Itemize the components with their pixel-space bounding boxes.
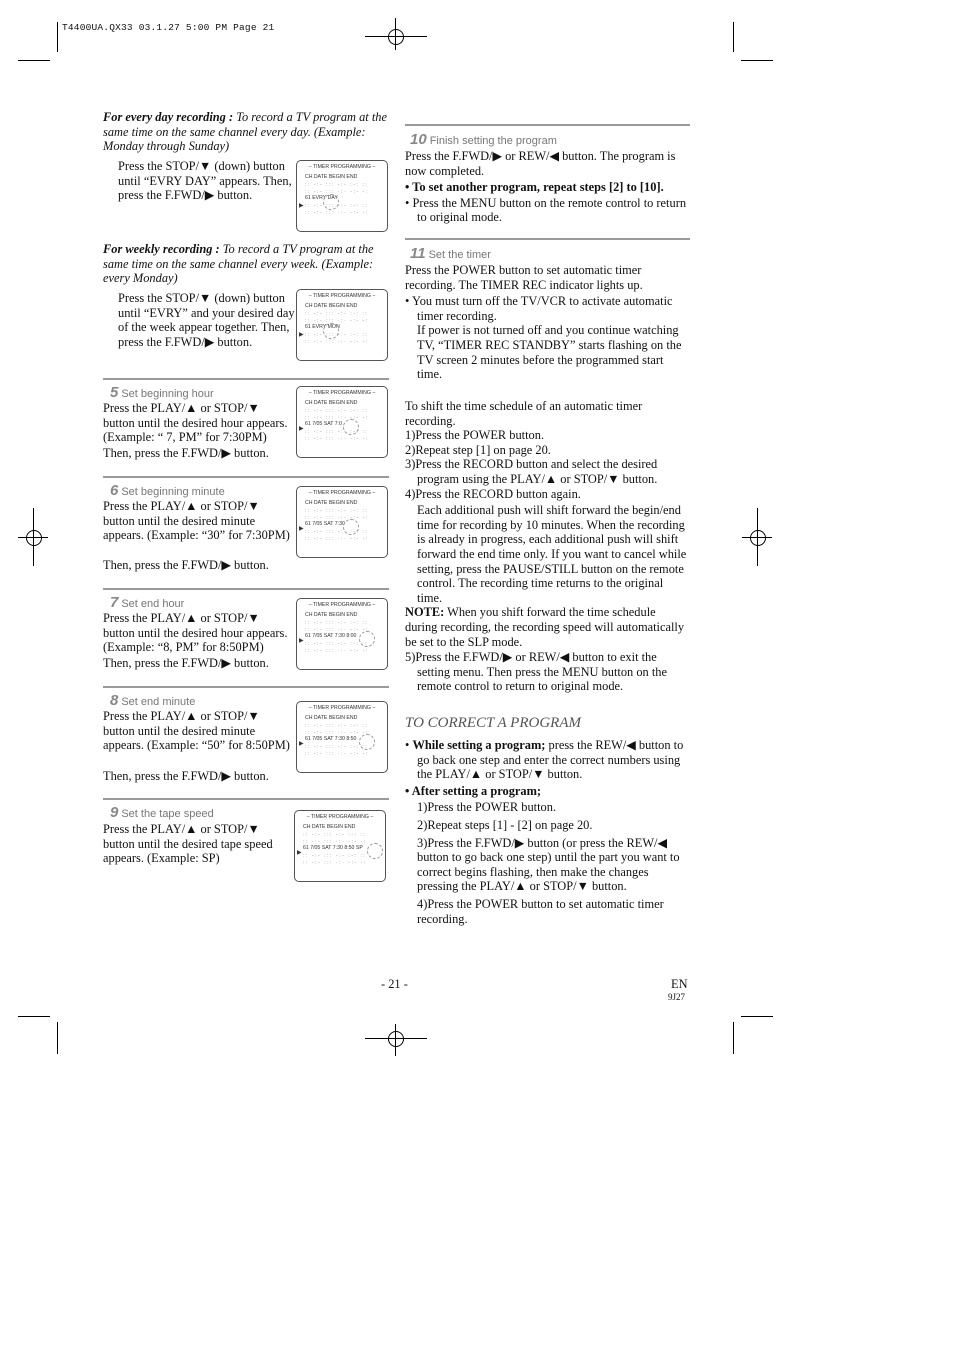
screen-weekly: – TIMER PROGRAMMING – CH DATE BEGIN END :: -:- ::: -:- :-: :: :: -:- ::: ·:· -:- -: 61 EVRY MON :: -:- ::: -:- :-: :: :: -:- ::: ·:· -:- -: ▶ bbox=[296, 289, 388, 361]
screen-header: CH DATE BEGIN END bbox=[305, 303, 358, 309]
note-text: When you shift forward the time schedule during recording, the recording speed will automatically be set to the SLP mode. bbox=[405, 605, 685, 649]
section-heading: TO CORRECT A PROGRAM bbox=[405, 715, 581, 731]
while-setting-label: While setting a program; bbox=[412, 738, 546, 752]
screen-title: – TIMER PROGRAMMING – bbox=[308, 705, 376, 711]
screen-title: – TIMER PROGRAMMING – bbox=[308, 602, 376, 608]
screen-title: – TIMER PROGRAMMING – bbox=[308, 164, 376, 170]
step-10-body: Press the F.FWD/▶ or REW/◀ button. The program is now completed. • To set another program, repeat steps [2] to [10]. • Press the MENU button on the remote control to return to original mode. bbox=[405, 149, 691, 225]
step-9-text: Press the PLAY/▲ or STOP/▼ button until the desired tape speed appears. (Example: SP) bbox=[103, 822, 273, 866]
step-6-then: Then, press the F.FWD/▶ button. bbox=[103, 558, 269, 572]
step-divider bbox=[405, 124, 690, 126]
step-label: Set beginning minute bbox=[121, 486, 225, 498]
language-tag: EN bbox=[671, 977, 688, 991]
flash-indicator-icon bbox=[367, 843, 383, 859]
step-9-title bbox=[110, 804, 214, 821]
step-label: Set the timer bbox=[428, 249, 491, 261]
weekly-section bbox=[103, 242, 389, 286]
step-11-note: If power is not turned off and you continue watching TV, “TIMER REC STANDBY” starts flashing on the TV screen 2 minutes before the programmed start time. bbox=[417, 323, 682, 382]
screen-step-8: – TIMER PROGRAMMING – CH DATE BEGIN END :: -:- ::: -:- :-: :: :: -:- ::: ·:· -:- -: 61 7/05 SAT 7:30 8:50 :: -:- ::: -:- :-: :: :: -:- ::: ·:· -:- -: ▶ bbox=[296, 701, 388, 773]
step-label: Set end minute bbox=[121, 696, 196, 708]
everyday-desc: To record a TV program at the same time on the same channel every day. (Example: Monday through Sunday) bbox=[103, 110, 387, 154]
screen-row: 61 7/05 SAT 7:0 bbox=[305, 421, 343, 427]
screen-row: 61 EVRY DAY bbox=[305, 195, 338, 201]
screen-header: CH DATE BEGIN END bbox=[305, 715, 358, 721]
screen-header: CH DATE BEGIN END bbox=[305, 174, 358, 180]
step-label: Set beginning hour bbox=[121, 388, 214, 400]
step-divider bbox=[405, 238, 690, 240]
step-10-title bbox=[410, 131, 557, 148]
screen-step-6: – TIMER PROGRAMMING – CH DATE BEGIN END :: -:- ::: -:- :-: :: :: -:- ::: ·:· -:- -: 61 7/05 SAT 7:30 :: -:- ::: -:- :-: :: :: -:- ::: ·:· -:- -: ▶ bbox=[296, 486, 388, 558]
screen-title: – TIMER PROGRAMMING – bbox=[306, 814, 374, 820]
screen-step-9: – TIMER PROGRAMMING – CH DATE BEGIN END :: -:- ::: -:- :-: :: :: -:- ::: ·:· -:- -: 61 7/05 SAT 7:30 8:50 SP :: -:- ::: -:- :-: :: :: -:- ::: ·:· -:- -: ▶ bbox=[294, 810, 386, 882]
step-number: 11 bbox=[410, 245, 426, 262]
shift-step-1: 1)Press the POWER button. bbox=[405, 428, 545, 443]
step-10-text: Press the F.FWD/▶ or REW/◀ button. The program is now completed. bbox=[405, 149, 676, 178]
step-6-text: Press the PLAY/▲ or STOP/▼ button until the desired minute appears. (Example: “30” for 7:30PM) bbox=[103, 499, 290, 543]
step-divider bbox=[103, 588, 389, 590]
step-divider bbox=[103, 476, 389, 478]
cursor-arrow-icon: ▶ bbox=[299, 526, 304, 532]
cursor-arrow-icon: ▶ bbox=[299, 638, 304, 644]
screen-row: 61 7/05 SAT 7:30 bbox=[305, 521, 345, 527]
step-label: Set end hour bbox=[121, 598, 185, 610]
after-setting-label: After setting a program; bbox=[411, 783, 542, 798]
weekly-text: Press the STOP/▼ (down) button until “EVRY” and your desired day of the week appear together. Then, press the F.FWD/▶ button. bbox=[118, 291, 295, 349]
step-7-text: Press the PLAY/▲ or STOP/▼ button until the desired hour appears. (Example: “8, PM” for 8:50PM) bbox=[103, 611, 288, 655]
flash-indicator-icon bbox=[359, 734, 375, 750]
step-8-text: Press the PLAY/▲ or STOP/▼ button until the desired minute appears. (Example: “50” for 8:50PM) bbox=[103, 709, 290, 753]
everyday-title: For every day recording : bbox=[103, 110, 234, 124]
shift-step-2: 2)Repeat step [1] on page 20. bbox=[405, 442, 551, 457]
flash-indicator-icon bbox=[343, 519, 359, 535]
screen-title: – TIMER PROGRAMMING – bbox=[308, 293, 376, 299]
step-divider bbox=[103, 686, 389, 688]
screen-title: – TIMER PROGRAMMING – bbox=[308, 490, 376, 496]
step-11-title bbox=[410, 245, 491, 262]
step-divider bbox=[103, 378, 389, 380]
screen-header: CH DATE BEGIN END bbox=[305, 500, 358, 506]
cursor-arrow-icon: ▶ bbox=[299, 203, 304, 209]
page-number: - 21 - bbox=[381, 977, 408, 991]
step-8-title bbox=[110, 692, 195, 709]
step-label: Finish setting the program bbox=[429, 135, 557, 147]
correct-step-2: 2)Repeat steps [1] - [2] on page 20. bbox=[417, 817, 593, 832]
note-label: NOTE: bbox=[405, 605, 445, 620]
shift-step-4: 4)Press the RECORD button again. bbox=[405, 486, 581, 501]
screen-header: CH DATE BEGIN END bbox=[305, 612, 358, 618]
screen-row: 61 7/05 SAT 7:30 8:50 bbox=[305, 736, 357, 742]
screen-step-5: – TIMER PROGRAMMING – CH DATE BEGIN END :: -:- ::: -:- :-: :: :: -:- ::: ·:· -:- -: 61 7/05 SAT 7:0 :: -:- ::: -:- :-: :: :: -:- ::: ·:· -:- -: ▶ bbox=[296, 386, 388, 458]
step-10-bullet-2: Press the MENU button on the remote control to return to original mode. bbox=[412, 195, 687, 225]
step-5-text: Press the PLAY/▲ or STOP/▼ button until the desired hour appears. (Example: “ 7, PM” for 7:30PM) bbox=[103, 401, 288, 445]
weekly-title: For weekly recording : bbox=[103, 242, 220, 256]
shift-step-5: 5)Press the F.FWD/▶ or REW/◀ button to exit the setting menu. Then press the MENU button on the remote control to return to original mode. bbox=[405, 650, 667, 694]
everyday-text: Press the STOP/▼ (down) button until “EVRY DAY” appears. Then, press the F.FWD/▶ button. bbox=[118, 159, 292, 203]
step-number: 10 bbox=[410, 131, 427, 148]
step-number: 5 bbox=[110, 384, 119, 401]
flash-indicator-icon bbox=[323, 194, 339, 210]
step-8-then: Then, press the F.FWD/▶ button. bbox=[103, 769, 269, 783]
step-7-then: Then, press the F.FWD/▶ button. bbox=[103, 656, 269, 670]
screen-step-7: – TIMER PROGRAMMING – CH DATE BEGIN END :: -:- ::: -:- :-: :: :: -:- ::: ·:· -:- -: 61 7/05 SAT 7:30 8:00 :: -:- ::: -:- :-: :: :: -:- ::: ·:· -:- -: ▶ bbox=[296, 598, 388, 670]
step-7-title bbox=[110, 594, 184, 611]
step-6-title bbox=[110, 482, 225, 499]
step-10-bullet-1: To set another program, repeat steps [2] to [10]. bbox=[412, 180, 664, 195]
cursor-arrow-icon: ▶ bbox=[299, 332, 304, 338]
step-label: Set the tape speed bbox=[121, 808, 214, 820]
flash-indicator-icon bbox=[359, 631, 375, 647]
step-number: 8 bbox=[110, 692, 119, 709]
screen-row: 61 7/05 SAT 7:30 8:50 SP bbox=[303, 845, 363, 851]
step-11-bullet-1: You must turn off the TV/VCR to activate automatic timer recording. bbox=[411, 294, 673, 323]
flash-indicator-icon bbox=[343, 419, 359, 435]
correct-step-1: 1)Press the POWER button. bbox=[417, 800, 557, 815]
shift-section bbox=[405, 399, 691, 694]
screen-header: CH DATE BEGIN END bbox=[303, 824, 356, 830]
correct-step-4: 4)Press the POWER button to set automatic timer recording. bbox=[417, 896, 664, 926]
correct-section: • While setting a program; press the REW/◀ button to go back one step and enter the correct numbers using the PLAY/▲ or STOP/▼ button. • After setting a program; 1)Press the POWER button. 2)Repeat steps [1] - [2] on page 20. 3)Press the F.FWD/▶ button (or press the REW/◀ button to go back one step) until the part you want to correct begins flashing, then make the changes pressing the PLAY/▲ or STOP/▼ button. 4)Press the POWER button to set automatic timer recording. bbox=[405, 738, 691, 926]
screen-title: – TIMER PROGRAMMING – bbox=[308, 390, 376, 396]
step-5-title bbox=[110, 384, 214, 401]
correct-step-3: 3)Press the F.FWD/▶ button (or press the REW/◀ button to go back one step) until the part you want to correct begins flashing, then make the changes pressing the PLAY/▲ or STOP/▼ button. bbox=[417, 835, 680, 894]
step-number: 6 bbox=[110, 482, 119, 499]
shift-step-3: 3)Press the RECORD button and select the desired program using the PLAY/▲ or STOP/▼ button. bbox=[405, 457, 658, 486]
screen-everyday: – TIMER PROGRAMMING – CH DATE BEGIN END :: -:- ::: -:- :-: :: :: -:- ::: ·:· -:- -: 61 EVRY DAY :: -:- ::: -:- :-: :: :: -:- ::: ·:· -:- -: ▶ bbox=[296, 160, 388, 232]
step-number: 9 bbox=[110, 804, 119, 821]
shift-step-4-note: Each additional push will shift forward the begin/end time for recording by 10 minutes. When the recording is already in progress, each additional push will shift forward the end time only. If you want to cancel while setting, press the PAUSE/STILL button on the remote control. The recording time returns to the original time. bbox=[417, 503, 687, 605]
file-slug: T4400UA.QX33 03.1.27 5:00 PM Page 21 bbox=[62, 22, 275, 33]
weekly-desc: To record a TV program at the same time on the same channel every week. (Example: every Monday) bbox=[103, 242, 374, 286]
screen-row: 61 7/05 SAT 7:30 8:00 bbox=[305, 633, 357, 639]
while-setting-text: press the REW/◀ button to go back one step and enter the correct numbers using the PLAY/▲ or STOP/▼ button. bbox=[417, 738, 684, 782]
step-divider bbox=[103, 798, 389, 800]
screen-row: 61 EVRY MON bbox=[305, 324, 340, 330]
cursor-arrow-icon: ▶ bbox=[299, 741, 304, 747]
step-5-then: Then, press the F.FWD/▶ button. bbox=[103, 446, 269, 460]
step-11-body: Press the POWER button to set automatic timer recording. The TIMER REC indicator lights up. • You must turn off the TV/VCR to activate automatic timer recording. If power is not turned off and you continue watching TV, “TIMER REC STANDBY” starts flashing on the TV screen 2 minutes before the programmed start time. bbox=[405, 263, 691, 382]
screen-header: CH DATE BEGIN END bbox=[305, 400, 358, 406]
shift-intro: To shift the time schedule of an automatic timer recording. bbox=[405, 399, 643, 428]
flash-indicator-icon bbox=[323, 323, 339, 339]
step-number: 7 bbox=[110, 594, 119, 611]
everyday-section bbox=[103, 110, 389, 154]
cursor-arrow-icon: ▶ bbox=[297, 850, 302, 856]
step-11-text: Press the POWER button to set automatic timer recording. The TIMER REC indicator lights up. bbox=[405, 263, 643, 292]
document-code: 9J27 bbox=[668, 992, 686, 1002]
cursor-arrow-icon: ▶ bbox=[299, 426, 304, 432]
